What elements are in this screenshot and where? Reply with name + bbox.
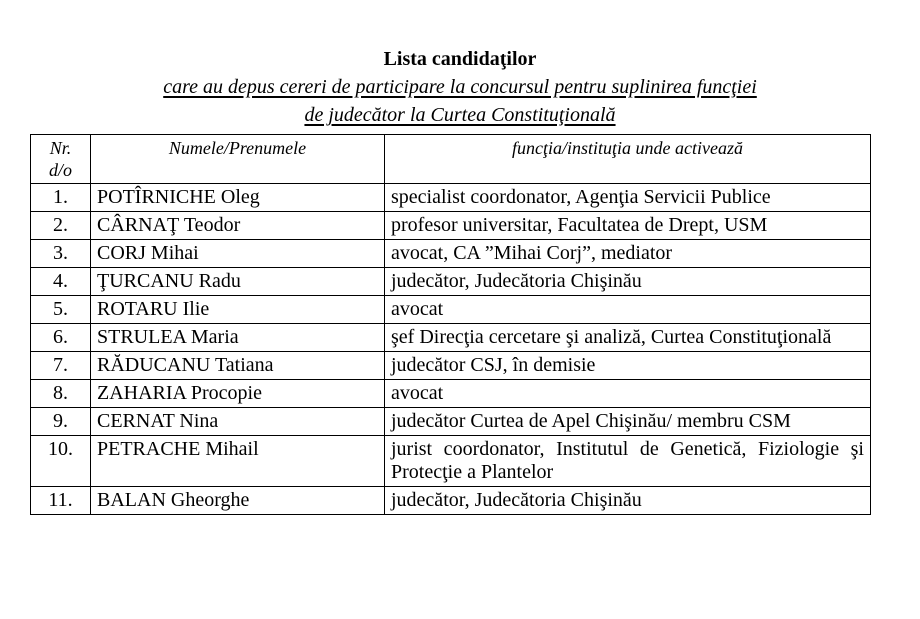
candidate-name: BALAN Gheorghe (91, 487, 385, 515)
candidate-name: ZAHARIA Procopie (91, 380, 385, 408)
candidate-name: CORJ Mihai (91, 240, 385, 268)
row-number: 1. (31, 184, 91, 212)
row-number: 6. (31, 324, 91, 352)
candidate-function: avocat (385, 296, 871, 324)
candidate-function: profesor universitar, Facultatea de Drept, USM (385, 212, 871, 240)
candidate-function: jurist coordonator, Institutul de Genetică, Fiziologie şi Protecţie a Plantelor (385, 436, 871, 487)
candidate-function: judecător, Judecătoria Chişinău (385, 487, 871, 515)
row-number: 9. (31, 408, 91, 436)
candidate-name: RĂDUCANU Tatiana (91, 352, 385, 380)
table-header-row (31, 135, 871, 184)
row-number: 5. (31, 296, 91, 324)
row-number: 7. (31, 352, 91, 380)
table-row (31, 380, 871, 408)
table-row (31, 408, 871, 436)
candidate-function: avocat (385, 380, 871, 408)
candidate-name: CÂRNAŢ Teodor (91, 212, 385, 240)
row-number: 8. (31, 380, 91, 408)
candidate-function: judecător CSJ, în demisie (385, 352, 871, 380)
row-number: 2. (31, 212, 91, 240)
candidate-name: POTÎRNICHE Oleg (91, 184, 385, 212)
table-row (31, 184, 871, 212)
table-row (31, 436, 871, 487)
header-function: funcţia/instituţia unde activează (385, 135, 871, 184)
candidate-function: judecător Curtea de Apel Chişinău/ membru CSM (385, 408, 871, 436)
row-number: 11. (31, 487, 91, 515)
document-title: Lista candidaţilor (383, 48, 537, 70)
table-row (31, 212, 871, 240)
candidate-name: ŢURCANU Radu (91, 268, 385, 296)
row-number: 4. (31, 268, 91, 296)
candidate-name: PETRACHE Mihail (91, 436, 385, 487)
candidate-function: şef Direcţia cercetare şi analiză, Curtea Constituţională (385, 324, 871, 352)
table-row (31, 324, 871, 352)
candidate-name: STRULEA Maria (91, 324, 385, 352)
candidate-function: specialist coordonator, Agenţia Servicii Publice (385, 184, 871, 212)
header-name: Numele/Prenumele (91, 135, 385, 184)
candidate-function: avocat, CA ”Mihai Corj”, mediator (385, 240, 871, 268)
candidate-name: ROTARU Ilie (91, 296, 385, 324)
table-row (31, 296, 871, 324)
table-row (31, 352, 871, 380)
table-row (31, 487, 871, 515)
header-nr-line-1: Nr. (49, 138, 72, 158)
candidate-function: judecător, Judecătoria Chişinău (385, 268, 871, 296)
document-subtitle-line-2: de judecător la Curtea Constituţională (304, 104, 616, 126)
header-nr (31, 135, 91, 184)
document-subtitle-line-1: care au depus cereri de participare la concursul pentru suplinirea funcţiei (163, 76, 757, 98)
header-nr-line-2: d/o (48, 160, 72, 180)
candidates-table (30, 134, 871, 515)
candidate-name: CERNAT Nina (91, 408, 385, 436)
table-row (31, 240, 871, 268)
row-number: 10. (31, 436, 91, 487)
table-row (31, 268, 871, 296)
row-number: 3. (31, 240, 91, 268)
